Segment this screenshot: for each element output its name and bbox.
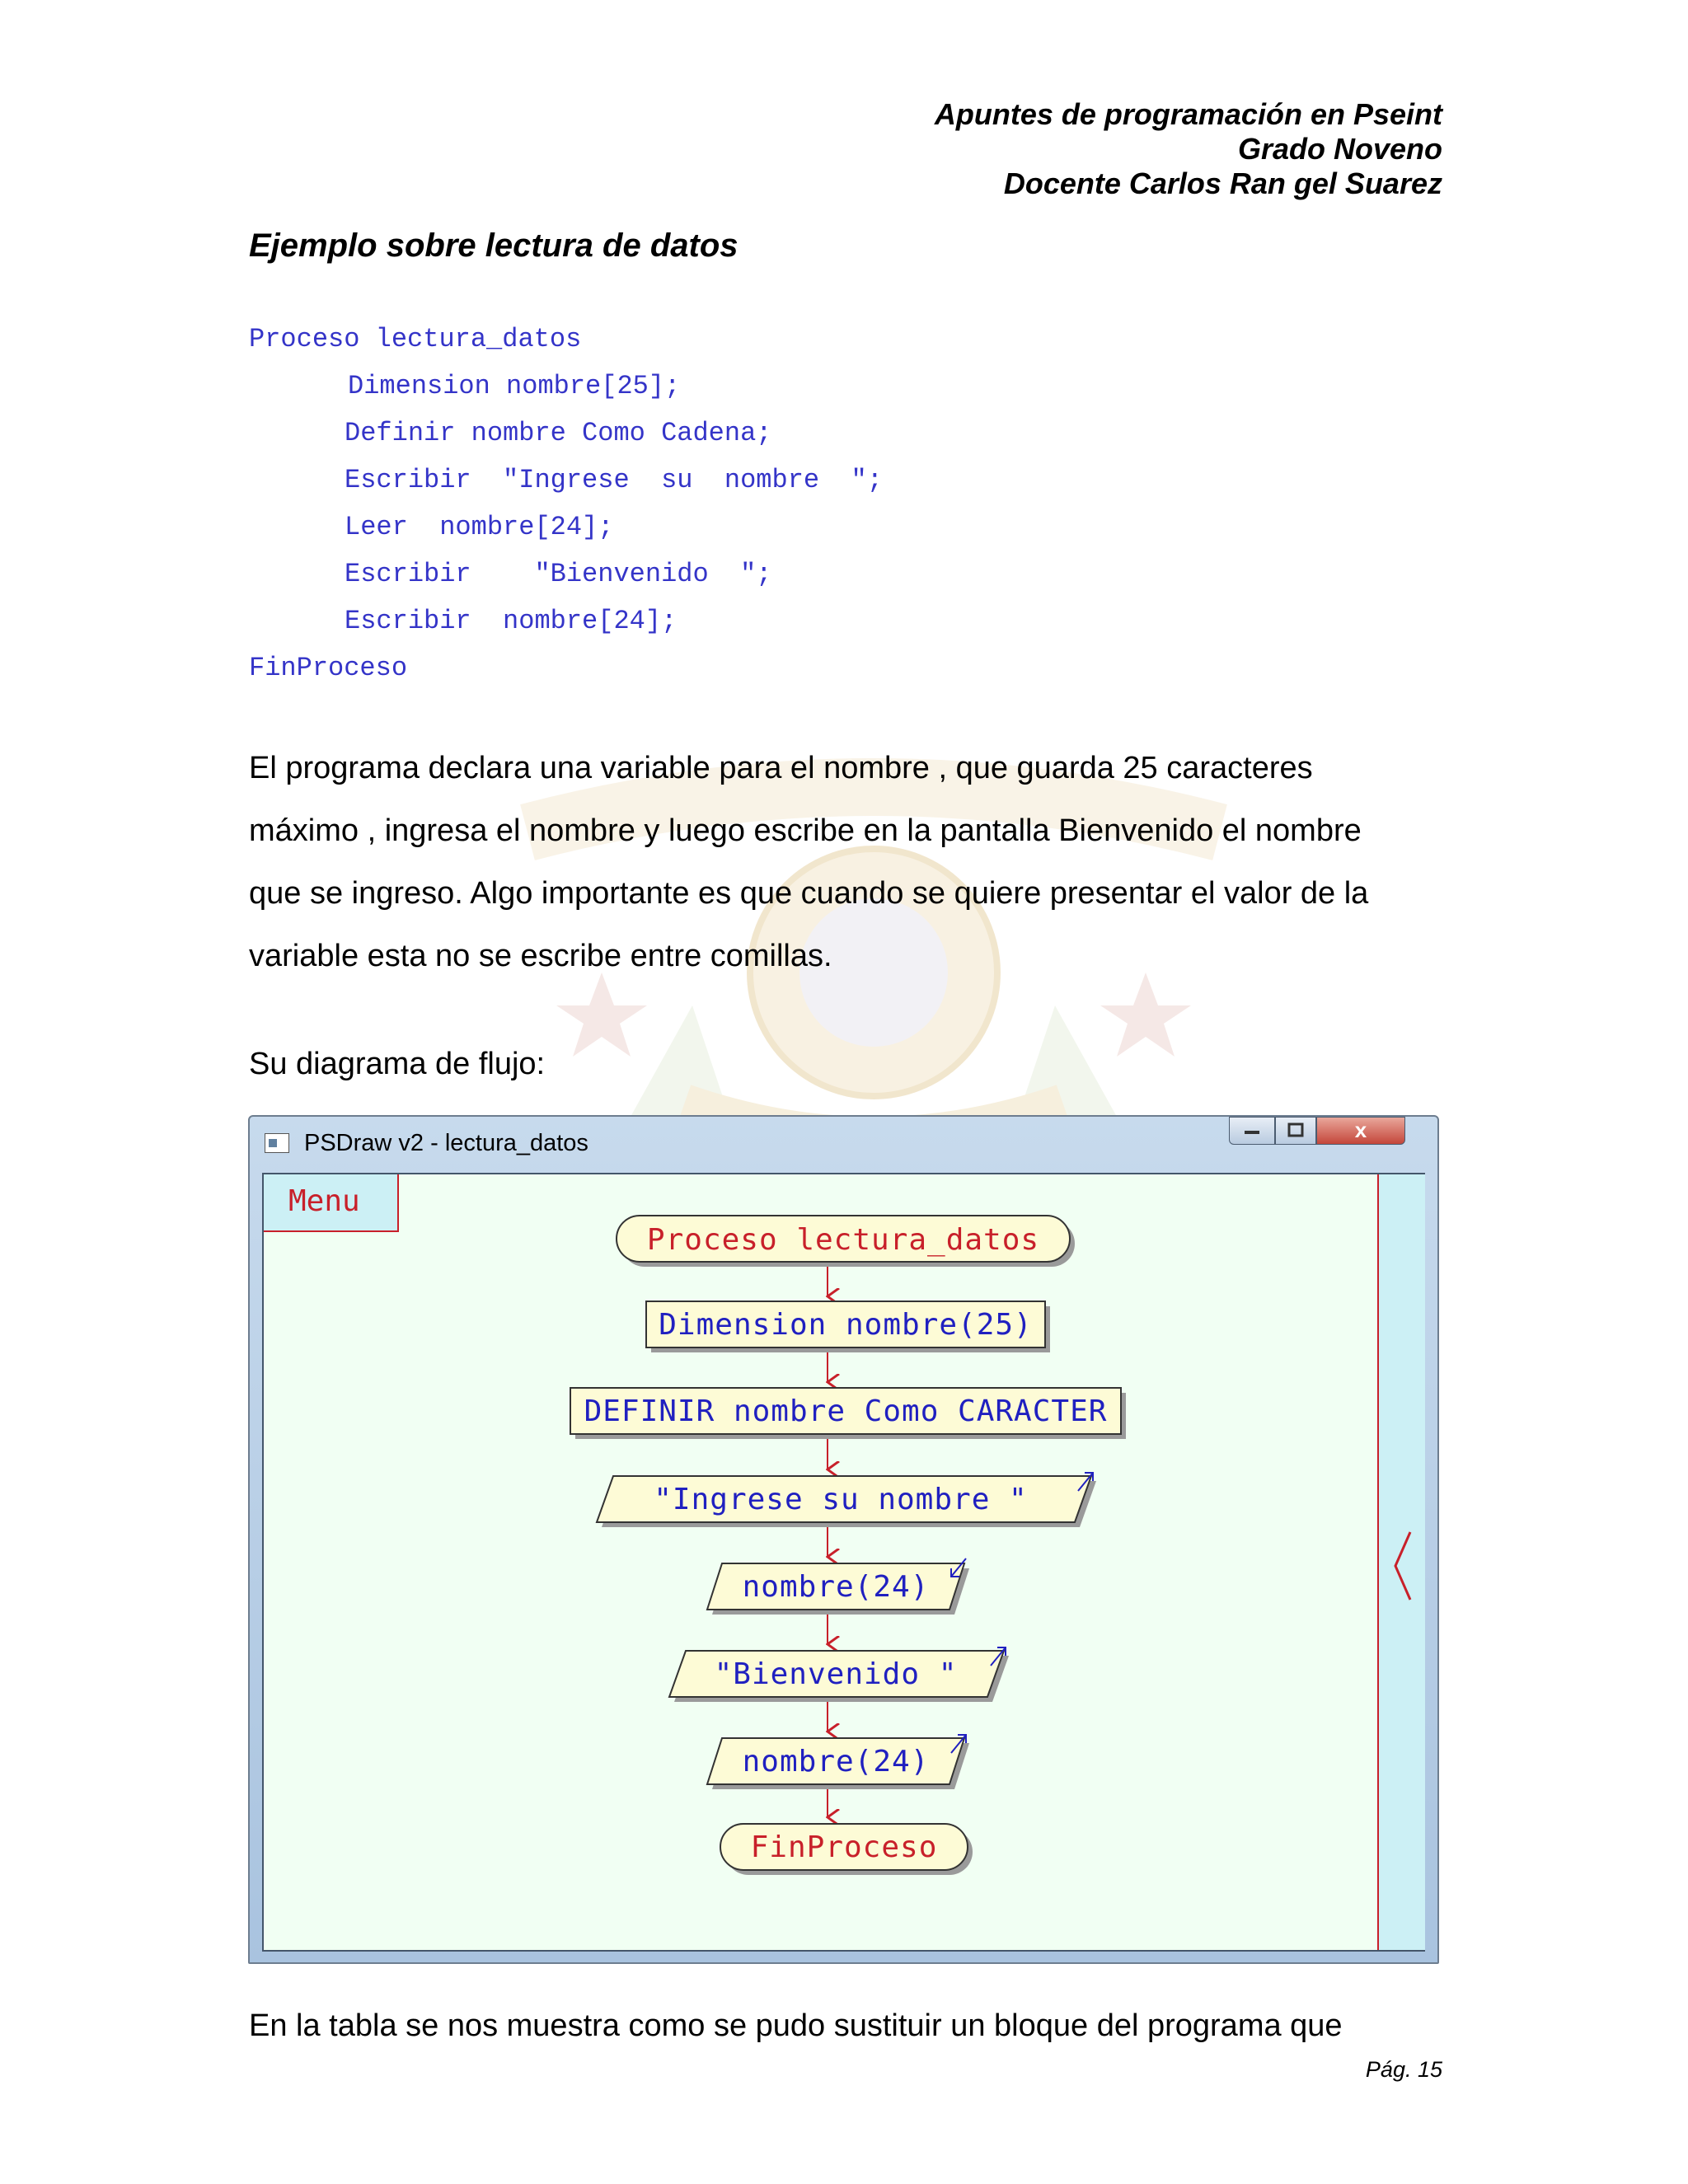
flow-start-text: Proceso lectura_datos [646, 1223, 1040, 1257]
flow-output-bienvenido-text: "Bienvenido " [714, 1657, 958, 1691]
app-icon [265, 1133, 289, 1153]
code-line-5: Leer nombre[24]; [345, 512, 614, 542]
flow-output-bienvenido[interactable] [669, 1647, 1009, 1702]
header-line-2: Grado Noveno [1237, 132, 1442, 166]
maximize-icon [1276, 1118, 1315, 1144]
diagram-label: Su diagrama de flujo: [249, 1047, 546, 1081]
flowchart [264, 1174, 1377, 1950]
maximize-button[interactable] [1275, 1117, 1316, 1145]
explanation-paragraph [249, 737, 1452, 987]
diagram-canvas[interactable] [262, 1173, 1425, 1952]
code-line-2: Dimension nombre[25]; [348, 371, 681, 401]
flow-definir-process[interactable] [570, 1388, 1126, 1439]
paragraph-line-4: variable esta no se escribe entre comillas. [249, 939, 832, 973]
header-line-1: Apuntes de programación en Pseint [934, 97, 1442, 131]
flow-output-nombre[interactable] [707, 1735, 969, 1789]
code-line-6: Escribir "Bienvenido "; [345, 559, 772, 589]
flow-input-leer[interactable] [707, 1558, 969, 1615]
chevron-left-icon [1390, 1529, 1415, 1603]
header-line-3: Docente Carlos Ran gel Suarez [1003, 166, 1442, 200]
flow-output-nombre-text: nombre(24) [742, 1745, 930, 1779]
window-title: PSDraw v2 - lectura_datos [304, 1130, 588, 1156]
flow-dimension-text: Dimension nombre(25) [659, 1308, 1033, 1342]
flow-end-text: FinProceso [750, 1830, 938, 1864]
flow-output-ingrese-text: "Ingrese su nombre " [654, 1483, 1028, 1516]
psdraw-window [248, 1115, 1439, 1964]
close-icon: x [1354, 1118, 1367, 1142]
flow-dimension-process[interactable] [646, 1301, 1050, 1352]
minimize-icon [1230, 1118, 1274, 1144]
code-line-1: Proceso lectura_datos [249, 324, 582, 354]
minimize-button[interactable] [1229, 1117, 1275, 1145]
code-line-8: FinProceso [249, 653, 408, 683]
flow-end-terminator[interactable] [720, 1824, 973, 1875]
paragraph-line-1: El programa declara una variable para el nombre , que guarda 25 caracteres [249, 751, 1313, 785]
page-number: Pág. 15 [1365, 2057, 1442, 2082]
paragraph-line-2: máximo , ingresa el nombre y luego escribe en la pantalla Bienvenido el nombre [249, 813, 1362, 848]
flow-input-leer-text: nombre(24) [742, 1570, 930, 1604]
flow-definir-text: DEFINIR nombre Como CARACTER [584, 1394, 1108, 1428]
code-line-4: Escribir "Ingrese su nombre "; [345, 465, 883, 495]
flow-output-ingrese[interactable] [597, 1473, 1096, 1527]
close-button[interactable] [1316, 1117, 1405, 1145]
side-panel-toggle[interactable] [1377, 1174, 1425, 1950]
code-line-3: Definir nombre Como Cadena; [345, 418, 772, 448]
menu-button[interactable]: Menu [264, 1174, 399, 1232]
paragraph-line-3: que se ingreso. Algo importante es que cuando se quiere presentar el valor de la [249, 876, 1369, 911]
code-line-7: Escribir nombre[24]; [345, 606, 678, 636]
window-titlebar[interactable] [250, 1117, 1437, 1168]
section-title: Ejemplo sobre lectura de datos [249, 227, 738, 264]
bottom-text: En la tabla se nos muestra como se pudo sustituir un bloque del programa que [249, 2008, 1343, 2043]
flow-start-terminator[interactable] [617, 1216, 1075, 1267]
